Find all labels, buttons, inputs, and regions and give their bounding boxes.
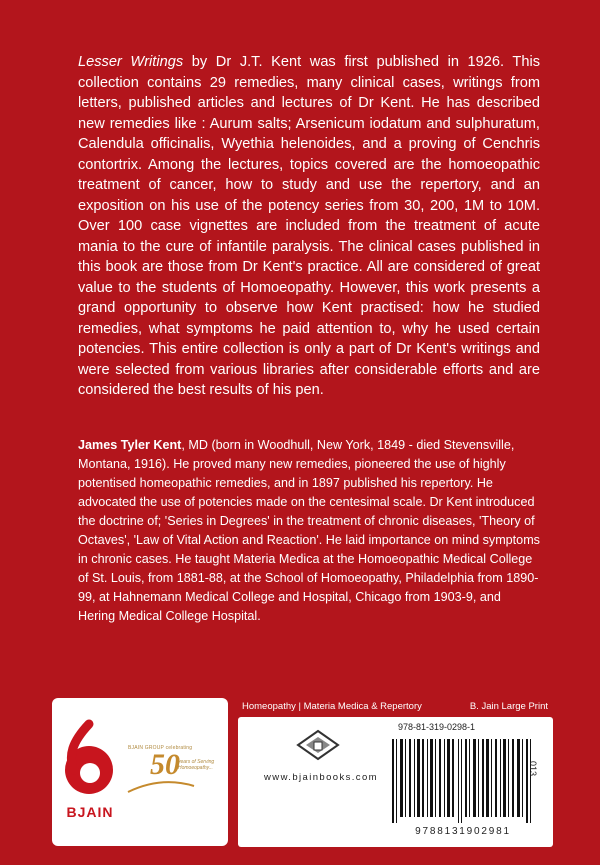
price-code: 013 [528, 761, 538, 777]
bjain-logo-icon [62, 718, 116, 806]
book-description [78, 52, 540, 401]
bio-text: , MD (born in Woodhull, New York, 1849 - died Stevensville, Montana, 1916). He proved many new remedies, pioneered the use of highly potentised homeopathic remedies, and in 1897 published his repertory. He advocated the use of potencies made on the centesimal scale. Dr Kent introduced the doctrine of; 'Series in Degrees' in the treatment of chronic diseases, 'Theory of Octaves', 'Law of Vital Action and Reaction'. He laid importance on mind symptoms in chronic cases. He taught Materia Medica at the Homoeopathic Medical College of St. Louis, from 1881-88, at the School of Homoeopathy, Philadelphia from 1890-99, at Hahnemann Medical College and Hospital, Chicago from 1903-9, and Hering Medical College Hospital. [78, 438, 540, 623]
isbn-number: 978-81-319-0298-1 [398, 722, 476, 732]
category-series: B. Jain Large Print [469, 701, 548, 712]
author-name: James Tyler Kent [78, 438, 182, 452]
anniversary-tagline: years of Serving Homoeopathy... [178, 759, 215, 771]
publisher-logo-box [52, 698, 228, 846]
isbn-panel [238, 717, 553, 847]
anniversary-number: 50 [150, 748, 180, 781]
category-subject: Homeopathy | Materia Medica & Repertory [242, 701, 422, 712]
bjain-wordmark: BJAIN [66, 804, 114, 820]
gold-swoosh-icon [126, 780, 196, 794]
book-title: Lesser Writings [78, 54, 184, 70]
author-bio [78, 436, 540, 626]
publisher-website: www.bjainbooks.com [264, 772, 378, 783]
barcode-number: 9788131902981 [415, 826, 511, 837]
description-text: by Dr J.T. Kent was first published in 1926. This collection contains 29 remedies, many clinical cases, writings from letters, published articles and lectures of Dr Kent. He has described new remedies like : Aurum salts; Arsenicum iodatum and sulphuratum, Calendula officinalis, Wyethia helenoides, and a proving of Cenchris contortrix. Among the lectures, topics covered are the homoeopathic treatment of cancer, how to study and use the repertory, and an exposition on his use of the potency series from 30, 200, 1M to 10M. Over 100 case vignettes are included from the treatment of acute mania to the cure of infantile paralysis. The clinical cases published in this book are those from Dr Kent's practice. All are considered of great value to the students of Homoeopathy. However, this work presents a grand opportunity to observe how Kent practised: how he studied remedies, what symptoms he paid attention to, why he used certain potencies. This entire collection is only a part of Dr Kent's writings and were selected from various libraries after considerable efforts and are considered the best results of his pen. [78, 54, 541, 398]
group-tagline: BJAIN GROUP celebrating [128, 745, 193, 751]
barcode-icon [388, 739, 538, 823]
publisher-house-icon [296, 729, 340, 765]
